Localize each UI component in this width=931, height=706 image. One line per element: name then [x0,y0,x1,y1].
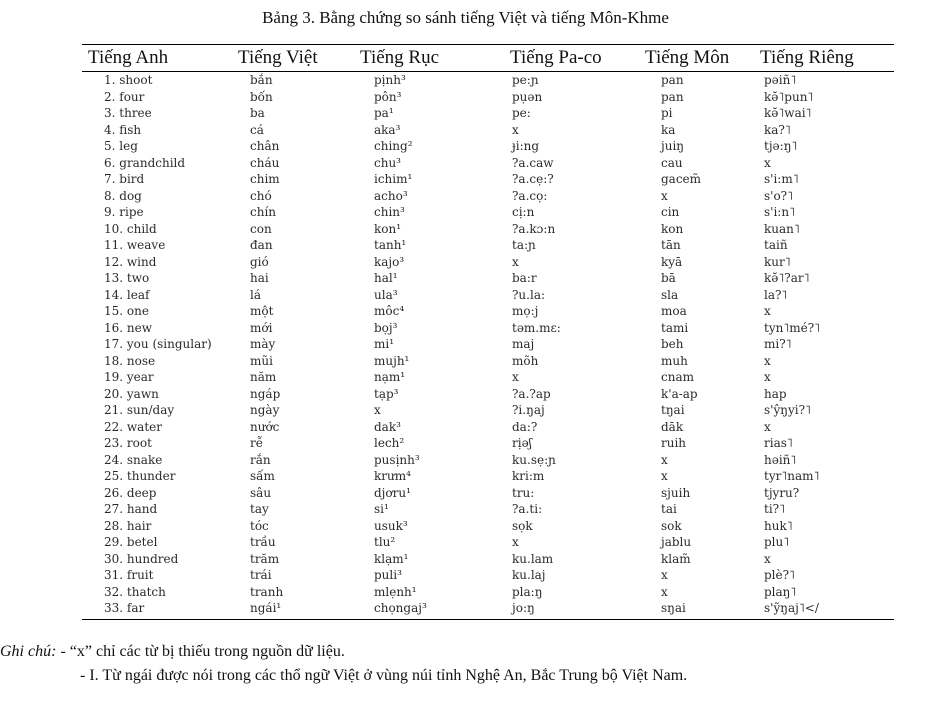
cell-vietnamese: nước [250,419,280,434]
cell-ruc: pa¹ [374,106,394,121]
cell-mon: tai [661,502,677,517]
cell-mon: beh [661,337,684,352]
cell-rieng: x [764,353,771,368]
cell-pa-co: ?i.ŋaj [512,403,545,418]
cell-ruc: tlu² [374,535,396,550]
cell-ruc: si¹ [374,502,389,517]
cell-rieng: kur˥ [764,254,791,269]
table-row [82,584,894,601]
cell-vietnamese: tranh [250,584,284,599]
cell-mon: jablu [661,535,692,550]
cell-ruc: mi¹ [374,337,395,352]
cell-vietnamese: cháu [250,155,280,170]
cell-mon: sla [661,287,679,302]
cell-ruc: pịnh³ [374,73,406,88]
cell-ruc: kajo³ [374,254,405,269]
cell-vietnamese: chân [250,139,280,154]
cell-mon: x [661,469,668,484]
cell-english: 7. bird [104,172,145,187]
cell-pa-co: sọk [512,518,533,533]
table-row [82,270,894,287]
header-english: Tiếng Anh [82,45,232,72]
cell-mon: sjuih [661,485,691,500]
cell-ruc: chin³ [374,205,405,220]
cell-english: 9. ripe [104,205,144,220]
cell-vietnamese: gió [250,254,269,269]
cell-rieng: plaŋ˥ [764,584,797,599]
cell-ruc: puli³ [374,568,402,583]
cell-pa-co: rịəʃ [512,436,532,451]
cell-rieng: s'ỹŋaj˥</ [754,600,894,619]
cell-pa-co: pla:ŋ [512,584,543,599]
cell-pa-co: ?a.ti: [512,502,543,517]
cell-rieng: kə̆˥?ar˥ [764,271,810,286]
table-row [82,171,894,188]
cell-rieng: kə̆˥wai˥ [764,106,812,121]
table-row [82,105,894,122]
cell-vietnamese: trăm [250,551,280,566]
cell-pa-co: pe:ɲ [512,73,539,88]
cell-mon: cin [661,205,680,220]
cell-pa-co: cị:n [512,205,535,220]
cell-vietnamese: bốn [250,89,273,104]
table-row [82,204,894,221]
table-row [82,188,894,205]
cell-ruc: djơru¹ [374,485,411,500]
table-row [82,287,894,304]
cell-pa-co: ?a.kɔ:n [512,221,556,236]
cell-ruc: pusịnh³ [374,452,420,467]
cell-rieng: x [764,155,771,170]
cell-ruc: nạm¹ [374,370,406,385]
cell-mon: juiŋ [661,139,685,154]
table-caption: Bảng 3. Bằng chứng so sánh tiếng Việt và tiếng Môn-Khme [262,8,669,27]
cell-vietnamese: trái [250,568,272,583]
cell-mon: muh [661,353,688,368]
cell-ruc: lech² [374,436,405,451]
cell-vietnamese: rắn [250,452,271,467]
cell-mon: sŋai [639,600,754,619]
cell-vietnamese: mày [250,337,276,352]
table-row [82,402,894,419]
cell-english: 19. year [104,370,154,385]
cell-rieng: s'ŷŋyi?˥ [764,403,811,418]
cell-english: 14. leaf [104,287,150,302]
cell-english: 17. you (singular) [104,337,212,352]
table-row [82,155,894,172]
table-row [82,369,894,386]
table-row [82,237,894,254]
cell-pa-co: ?a.cọ: [512,188,548,203]
table-row [82,254,894,271]
cell-rieng: kuan˥ [764,221,800,236]
cell-english: 28. hair [104,518,152,533]
cell-pa-co: ba:r [512,271,537,286]
cell-mon: klam̃ [661,551,691,566]
cell-pa-co: tru: [512,485,535,500]
cell-english: 22. water [104,419,162,434]
cell-english: 6. grandchild [104,155,186,170]
cell-ruc: krưm⁴ [374,469,411,484]
table-row [82,303,894,320]
notes-section [0,640,931,688]
table-row [82,485,894,502]
cell-english: 25. thunder [104,469,176,484]
cell-english: 15. one [104,304,149,319]
header-vietnamese: Tiếng Việt [232,45,354,72]
cell-mon: kon [661,221,684,236]
cell-ruc: usuk³ [374,518,408,533]
table-row [82,336,894,353]
cell-vietnamese: năm [250,370,277,385]
cell-pa-co: ?a.cẹ:? [512,172,554,187]
table-row [82,452,894,469]
cell-mon: cnam [661,370,694,385]
cell-rieng: taiñ [764,238,788,253]
cell-english: 20. yawn [104,386,159,401]
cell-rieng: pəiñ˥ [764,73,797,88]
cell-english: 30. hundred [104,551,179,566]
table-row [82,567,894,584]
cell-ruc: pôn³ [374,89,402,104]
cell-mon: tān [661,238,681,253]
cell-rieng: kə̆˥pun˥ [764,89,814,104]
cell-vietnamese: trầu [250,535,276,550]
table-header-row [82,45,894,72]
cell-vietnamese: chó [250,188,272,203]
cell-english: 4. fish [104,122,142,137]
cell-pa-co: x [512,122,519,137]
cell-pa-co: təm.mɛ: [512,320,561,335]
table-row [82,518,894,535]
table-row [82,122,894,139]
cell-mon: cau [661,155,683,170]
cell-rieng: s'i:n˥ [764,205,795,220]
cell-mon: x [661,452,668,467]
cell-ruc: dak³ [374,419,401,434]
cell-english: 31. fruit [104,568,154,583]
cell-pa-co: ku.lam [512,551,554,566]
cell-rieng: tyn˥mé?˥ [764,320,821,335]
cell-ruc: ching² [374,139,413,154]
cell-vietnamese: sấm [250,469,275,484]
cell-rieng: rias˥ [764,436,793,451]
cell-rieng: ka?˥ [764,122,791,137]
cell-pa-co: ?a.?ap [512,386,551,401]
cell-english: 18. nose [104,353,156,368]
cell-mon: tami [661,320,689,335]
cell-vietnamese: mới [250,320,273,335]
cell-pa-co: pụən [512,89,543,104]
cell-pa-co: maj [512,337,535,352]
cell-pa-co: ɟi:ng [512,139,540,154]
cell-english: 21. sun/day [104,403,175,418]
cell-rieng: tjə:ŋ˥ [764,139,798,154]
table-row [82,221,894,238]
cell-vietnamese: sâu [250,485,272,500]
cell-pa-co: x [512,535,519,550]
cell-pa-co: ta:ɲ [512,238,536,253]
cell-rieng: x [764,304,771,319]
cell-rieng: ti?˥ [764,502,786,517]
table-row [82,353,894,370]
cell-pa-co: x [512,254,519,269]
cell-ruc: bọj³ [374,320,398,335]
table-row [82,138,894,155]
table-row [82,419,894,436]
table-row [82,320,894,337]
cell-mon: x [661,584,668,599]
cell-vietnamese: ngáp [250,386,281,401]
cell-english: 27. hand [104,502,158,517]
cell-english: 26. deep [104,485,157,500]
cell-rieng: plu˥ [764,535,790,550]
cell-vietnamese: chim [250,172,280,187]
cell-english: 10. child [104,221,157,236]
cell-ruc: chọngaj³ [354,600,504,619]
cell-mon: kyā [661,254,683,269]
cell-vietnamese: ngày [250,403,280,418]
note-line-1 [0,640,931,664]
cell-mon: x [661,568,668,583]
table-row [82,386,894,403]
cell-english: 1. shoot [104,73,153,88]
cell-english: 2. four [104,89,145,104]
cell-rieng: x [764,551,771,566]
cell-ruc: x [374,403,381,418]
header-pa-co: Tiếng Pa-co [504,45,639,72]
cell-rieng: həiñ˥ [764,452,797,467]
cell-pa-co: ku.sẹ:ɲ [512,452,556,467]
cell-ruc: ichim¹ [374,172,413,187]
cell-rieng: x [764,419,771,434]
note-label: Ghi chú: [0,643,57,660]
table-row [82,468,894,485]
cell-pa-co: x [512,370,519,385]
cell-pa-co: ?a.caw [512,155,554,170]
cell-rieng: hap [764,386,787,401]
table-row [82,72,894,89]
cell-pa-co: da:? [512,419,538,434]
cell-mon: k'a-ap [661,386,698,401]
cell-mon: pan [661,73,684,88]
cell-rieng: s'i:m˥ [764,172,799,187]
cell-pa-co: jo:ŋ [504,600,639,619]
cell-vietnamese: đan [250,238,273,253]
cell-rieng: huk˥ [764,518,793,533]
cell-ruc: acho³ [374,188,408,203]
cell-mon: moa [661,304,687,319]
cell-pa-co: kri:m [512,469,545,484]
table-row [82,600,894,619]
cell-vietnamese: cá [250,122,264,137]
cell-english: 33. far [82,600,232,619]
cell-mon: tŋai [661,403,685,418]
cell-rieng: s'o?˥ [764,188,794,203]
cell-ruc: tanh¹ [374,238,407,253]
cell-pa-co: ku.laj [512,568,546,583]
cell-mon: pi [661,106,673,121]
cell-english: 32. thatch [104,584,166,599]
cell-ruc: tạp³ [374,386,399,401]
cell-vietnamese: một [250,304,274,319]
header-mon: Tiếng Môn [639,45,754,72]
cell-vietnamese: rễ [250,436,264,451]
cell-vietnamese: hai [250,271,269,286]
cell-ruc: mlẹnh¹ [374,584,417,599]
cell-vietnamese: mũi [250,353,273,368]
header-ruc: Tiếng Rục [354,45,504,72]
cell-vietnamese: con [250,221,272,236]
cell-rieng: tyr˥nam˥ [764,469,820,484]
cell-vietnamese: tay [250,502,269,517]
cell-vietnamese: ngái¹ [232,600,354,619]
cell-ruc: ula³ [374,287,398,302]
cell-pa-co: mọ:j [512,304,539,319]
note-line-2 [0,664,931,688]
comparison-table-container [82,44,894,620]
note-text-1: - “x” chỉ các từ bị thiếu trong nguồn dữ liệu. [56,643,345,660]
table-row [82,435,894,452]
cell-vietnamese: ba [250,106,265,121]
cell-ruc: kon¹ [374,221,402,236]
cell-english: 3. three [104,106,152,121]
table-row [82,534,894,551]
table-body [82,72,894,620]
cell-english: 12. wind [104,254,157,269]
cell-ruc: klạm¹ [374,551,409,566]
cell-vietnamese: chín [250,205,277,220]
cell-vietnamese: lá [250,287,261,302]
cell-mon: x [661,188,668,203]
cell-mon: gacem̃ [661,172,702,187]
cell-english: 29. betel [104,535,158,550]
cell-pa-co: mõh [512,353,539,368]
comparison-table [82,44,894,620]
cell-ruc: chu³ [374,155,401,170]
cell-ruc: hal¹ [374,271,398,286]
cell-mon: sok [661,518,682,533]
cell-english: 24. snake [104,452,163,467]
cell-rieng: la?˥ [764,287,788,302]
cell-english: 13. two [104,271,150,286]
table-row [82,89,894,106]
cell-ruc: aka³ [374,122,401,137]
cell-rieng: mi?˥ [764,337,792,352]
cell-english: 16. new [104,320,152,335]
note-text-2: - I. Từ ngái được nói trong các thổ ngữ Việt ở vùng núi tỉnh Nghệ An, Bắc Trung bộ Việt Nam. [80,667,688,684]
cell-rieng: plè?˥ [764,568,795,583]
header-rieng: Tiếng Riêng [754,45,894,72]
cell-english: 8. dog [104,188,142,203]
cell-mon: pan [661,89,684,104]
cell-english: 23. root [104,436,152,451]
cell-rieng: x [764,370,771,385]
cell-vietnamese: tóc [250,518,269,533]
cell-english: 11. weave [104,238,166,253]
cell-pa-co: pe: [512,106,531,121]
cell-mon: dāk [661,419,684,434]
cell-english: 5. leg [104,139,138,154]
cell-vietnamese: bắn [250,73,273,88]
cell-mon: ruih [661,436,687,451]
table-row [82,501,894,518]
cell-ruc: môc⁴ [374,304,405,319]
cell-mon: bā [661,271,676,286]
cell-rieng: tjyru? [764,485,800,500]
table-row [82,551,894,568]
cell-mon: ka [661,122,676,137]
cell-pa-co: ?u.la: [512,287,546,302]
cell-ruc: mujh¹ [374,353,410,368]
